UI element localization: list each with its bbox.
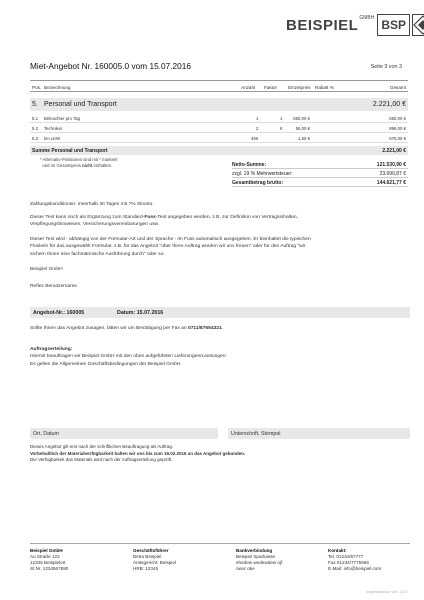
sum-label: Summe Personal und Transport	[32, 148, 108, 154]
footer-col-company	[30, 548, 68, 572]
footer-line: owor oke	[236, 566, 255, 571]
note-line-1: * Alternativ-Positionen sind mit * markiert	[40, 157, 118, 162]
col-pos: Pos.	[32, 84, 42, 90]
col-total: Gesamt	[389, 84, 406, 90]
footer-line: HRB: 12345	[133, 566, 159, 571]
totals-block	[232, 160, 408, 187]
vat-value: 23.090,87 €	[379, 171, 406, 177]
note-text: und im Gesamtpreis	[42, 163, 83, 168]
footer-line: Fax 01234/7775566	[328, 560, 369, 565]
row-total: 650,00 €	[389, 116, 406, 121]
row-pos: 5.1	[32, 116, 38, 121]
user-name: Reflex Benutzername	[30, 284, 78, 289]
text-emphasis: Fuss	[144, 215, 156, 220]
footer-heading: Kontakt:	[328, 548, 347, 553]
row-price: 650,00 €	[293, 116, 310, 121]
row-price: 1,50 €	[298, 136, 310, 141]
generator-note: Angebotsdruck: Vorl. 1.217	[365, 590, 408, 594]
additional-text	[30, 214, 410, 229]
row-total: 675,00 €	[389, 136, 406, 141]
validity-line-bold: Vorbehaltlich der Materialverfügbarkeit halten wir uns bis zum 19.02.2016 an das Angebot gebunden.	[30, 450, 246, 456]
table-header	[30, 80, 408, 92]
additional-line-2: Verpflegungshinweisen, Versicherungsvereinbarungen usw.	[30, 222, 160, 228]
footer-line: St.Nr. 1234567890	[30, 566, 69, 571]
gross-label: Gesamtbetrag brutto:	[232, 180, 284, 186]
signature-field[interactable]	[228, 428, 410, 439]
col-discount: Rabatt %	[315, 84, 334, 90]
order-line: Hiermit beauftragen wir Beispiel GmbH mit den oben aufgeführten Lieferungen/Leistungen:	[30, 354, 227, 360]
row-pos: 5.2	[32, 126, 38, 131]
place-date-field[interactable]	[30, 428, 218, 439]
footer-heading: Beispiel GmbH	[30, 548, 63, 553]
row-factor: 8	[280, 126, 283, 131]
offer-date: Datum: 15.07.2016	[117, 310, 164, 316]
logo-gmbh: GMBH	[359, 15, 375, 21]
text-span: Sollte Ihnen das Angebot zusagen, bitten wir um Bestätigung per Fax an	[30, 326, 188, 331]
gross-total-row	[232, 178, 408, 187]
signature-label: Unterschrift, Stempel	[231, 431, 281, 437]
document-title: Miet-Angebot Nr. 160005.0 vom 15.07.2016	[30, 61, 191, 71]
table-row	[30, 123, 408, 133]
row-factor: 1	[280, 116, 283, 121]
confirmation-text	[30, 325, 410, 332]
row-pos: 5.3	[32, 136, 38, 141]
footer-text	[30, 236, 410, 258]
section-row	[30, 98, 408, 111]
gross-value: 144.621,77 €	[376, 180, 406, 186]
footer-col-bank	[236, 548, 282, 572]
row-name: km LKW	[44, 136, 61, 141]
logo-brand: BEISPIEL	[286, 16, 359, 34]
col-factor: Faktor	[264, 84, 278, 90]
footer-line: Au Straße 122	[30, 554, 60, 559]
text-span: -Text angegeben werden, z.B. zur Definition von Vertragsinhalten,	[155, 215, 298, 220]
footer-line: ehedew wedewdew ojf	[236, 560, 283, 565]
row-qty: 450	[251, 136, 259, 141]
net-label: Netto-Summe:	[232, 162, 267, 168]
table-row	[30, 133, 408, 143]
row-name: Techniker	[44, 126, 63, 131]
note-emphasis: nicht	[82, 163, 93, 168]
footer-line: Amtsgericht: Beispiel	[133, 560, 176, 565]
row-price: 56,00 €	[295, 126, 310, 131]
text-span: .	[221, 326, 224, 331]
col-price: Einzelpreis	[288, 84, 311, 90]
footer-heading: Bankverbindung	[236, 548, 273, 553]
footer-text-line: Dieser Text wird - abhängig von der Formular-Art und der Sprache - im Fuss automatisch ausgegeben. Er beinhaltet die typischen	[30, 237, 311, 242]
fax-number: 0711/87654321	[187, 326, 222, 331]
validity-line: Die Verfügbarkeit das Materials wird nach der Auftragserteilung geprüft.	[30, 457, 173, 462]
additional-line-1	[30, 214, 410, 221]
table-row	[30, 113, 408, 123]
page-number: Seite 3 von 3	[370, 64, 402, 70]
order-section	[30, 346, 410, 368]
section-pos: 5.	[32, 101, 38, 108]
order-line: Es gelten die Allgemeinen Geschäftsbedingungen der Beispiel GmbH.	[30, 361, 182, 367]
footer-text-line: Floskeln für das ausgewählt Formular, z.B. für das Angebot "über Ihren Auftrag würden wir uns freuen" oder für den Auftrag "wir	[30, 244, 306, 250]
net-value: 121.530,90 €	[376, 162, 406, 168]
net-total-row	[232, 160, 408, 169]
row-qty: 2	[256, 126, 259, 131]
col-name: Bezeichnung	[44, 84, 71, 90]
row-qty: 1	[256, 116, 259, 121]
note-line-2	[40, 163, 220, 169]
vat-label: zzgl. 19 % Mehrwertsteuer:	[232, 171, 293, 177]
footer-col-management	[133, 548, 176, 572]
logo-diamond-icon	[412, 14, 424, 36]
footer-line: 12345 Beispielort	[30, 560, 66, 565]
footer-line: Beispiel Sparkasse	[236, 554, 276, 559]
logo-short: BSP	[377, 14, 410, 36]
company-logo	[286, 12, 424, 38]
row-name: Beleuchter pro Tag	[44, 116, 80, 121]
offer-info-bar	[30, 307, 410, 318]
note-text: enthalten.	[92, 163, 113, 168]
footer-col-contact	[328, 548, 381, 572]
alternative-note	[40, 157, 220, 169]
row-total: 896,00 €	[389, 126, 406, 131]
payment-terms: Zahlungskonditionen: innerhalb 30 Tagen mit 7% Skonto.	[30, 202, 154, 207]
company-name: Beispiel GmbH	[30, 267, 63, 272]
section-sum-row	[30, 146, 408, 155]
sum-value: 2.221,00 €	[382, 148, 406, 154]
vat-row	[232, 169, 408, 178]
text-span: Dieser Text kann noch als Ergänzung zum Standard-	[30, 215, 145, 220]
validity-line: Dieses Angebot gilt erst nach der schriftlichen Beauftragung als Auftrag.	[30, 444, 174, 449]
section-total: 2.221,00 €	[372, 101, 406, 108]
offer-number: Angebot-Nr.: 160005	[33, 310, 85, 316]
footer-line: E-Mail: info@beispiel.com	[328, 566, 382, 571]
footer-line: Tel. 01234/87777	[328, 554, 364, 559]
section-name: Personal und Transport	[44, 101, 117, 108]
footer-text-line: sichern Ihnen eine fachmännische Ausführung durch" oder so.	[30, 251, 165, 257]
validity-notes	[30, 444, 410, 464]
order-heading: Auftragserteilung:	[30, 347, 73, 352]
footer-line: Betra Beispiel	[133, 554, 162, 559]
footer-divider	[30, 543, 410, 544]
col-qty: Anzahl	[241, 84, 256, 90]
footer-heading: Geschäftsführer	[133, 548, 169, 553]
place-date-label: Ort, Datum	[33, 431, 59, 437]
